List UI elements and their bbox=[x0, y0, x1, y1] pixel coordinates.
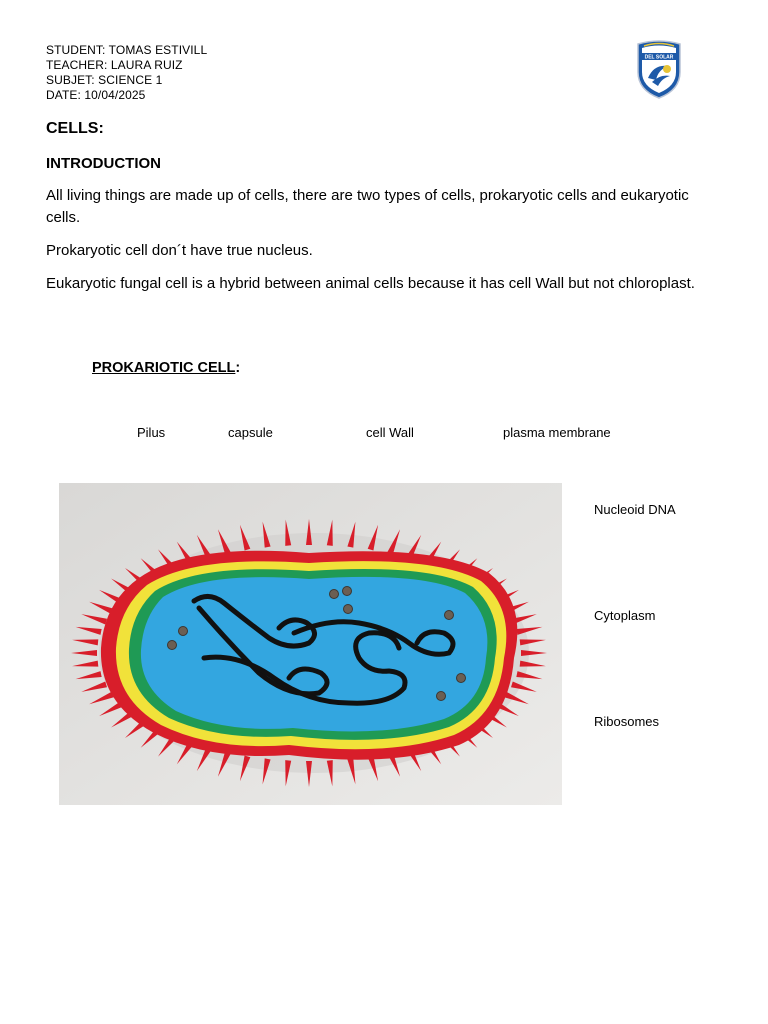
paragraph-intro: All living things are made up of cells, there are two types of cells, prokaryotic cells and eukaryotic cells. bbox=[46, 187, 689, 226]
paragraph-prokaryotic: Prokaryotic cell don´t have true nucleus. bbox=[46, 242, 313, 259]
school-logo bbox=[634, 38, 684, 100]
date: DATE: 10/04/2025 bbox=[46, 88, 146, 102]
logo-text: DEL SOLAR bbox=[644, 54, 674, 61]
label-plasma-membrane: plasma membrane bbox=[503, 425, 611, 440]
section-heading-prokaryotic bbox=[92, 360, 240, 376]
section-title-text: PROKARIOTIC CELL bbox=[92, 360, 236, 376]
student-name: STUDENT: TOMAS ESTIVILL bbox=[46, 43, 208, 57]
paragraph-eukaryotic: Eukaryotic fungal cell is a hybrid between animal cells because it has cell Wall but not chloroplast. bbox=[46, 275, 695, 292]
label-ribosomes: Ribosomes bbox=[594, 714, 660, 729]
page-title: CELLS: bbox=[46, 120, 104, 137]
prokaryotic-cell-model-photo bbox=[59, 483, 562, 805]
label-cell-wall: cell Wall bbox=[366, 425, 414, 440]
section-heading-introduction: INTRODUCTION bbox=[46, 155, 161, 172]
label-nucleoid-dna: Nucleoid DNA bbox=[594, 502, 676, 517]
subject: SUBJET: SCIENCE 1 bbox=[46, 73, 163, 87]
label-cytoplasm: Cytoplasm bbox=[594, 608, 656, 623]
label-capsule: capsule bbox=[228, 425, 273, 440]
teacher-name: TEACHER: LAURA RUIZ bbox=[46, 58, 183, 72]
section-title-colon: : bbox=[235, 360, 241, 376]
label-pilus: Pilus bbox=[137, 425, 166, 440]
header-info bbox=[46, 43, 207, 103]
